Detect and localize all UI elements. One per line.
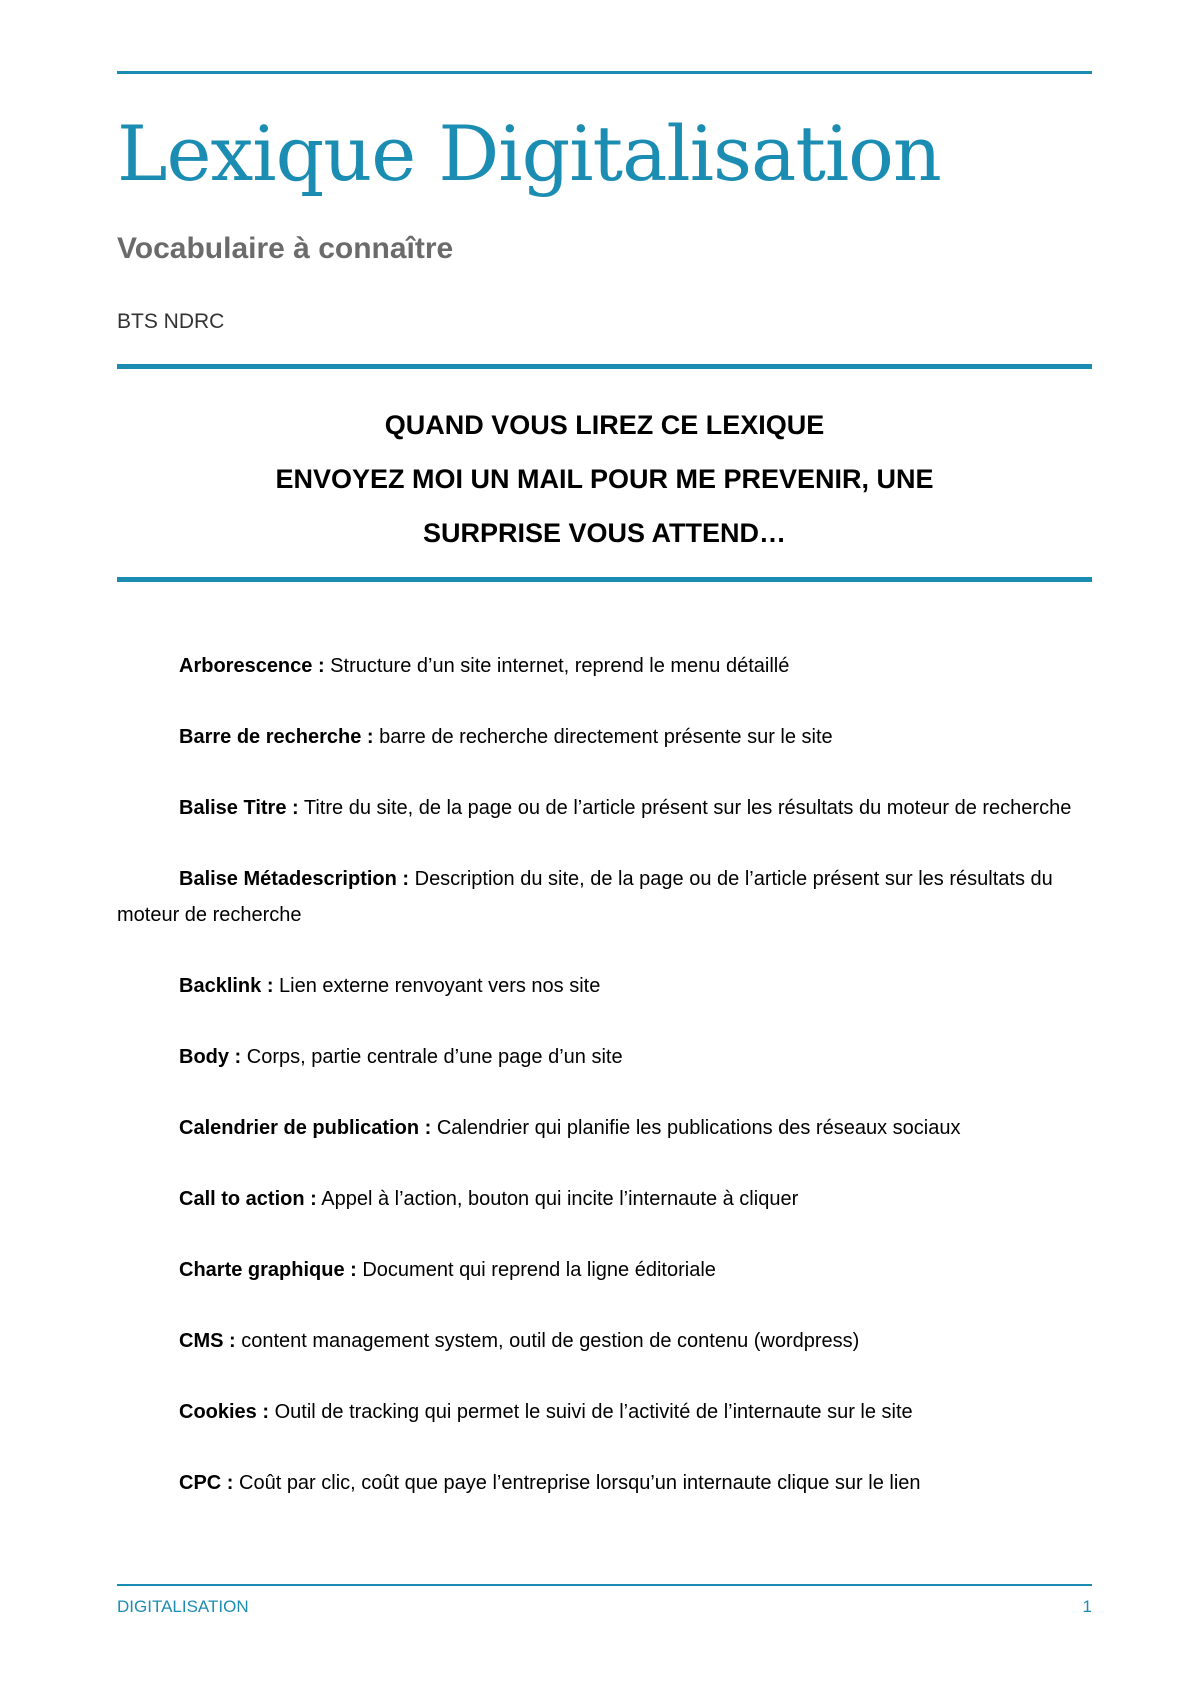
notice-line: QUAND VOUS LIREZ CE LEXIQUE [384,410,825,440]
glossary-entry [117,1323,1092,1359]
glossary-term: Body : [179,1046,242,1068]
header-divider [117,364,1092,369]
glossary-definition: Appel à l’action, bouton qui incite l’internaute à cliquer [316,1188,799,1210]
glossary-definition: Description du site, de la page ou de l’article présent sur les résultats du moteur de recherche [117,868,1053,926]
document-title: Lexique Digitalisation [117,109,941,198]
glossary-definition: Coût par clic, coût que paye l’entreprise lorsqu’un internaute clique sur le lien [233,1472,921,1494]
course-label: BTS NDRC [117,310,225,333]
glossary-entry [117,1394,1092,1430]
glossary-definition: Calendrier qui planifie les publications des réseaux sociaux [431,1117,961,1139]
glossary-term: Cookies : [179,1401,270,1423]
notice-divider [117,577,1092,582]
document-subtitle: Vocabulaire à connaître [117,232,454,265]
glossary-entry [117,790,1092,826]
page-number: 1 [1082,1597,1092,1616]
glossary-list [117,648,1092,1536]
glossary-entry [117,861,1092,933]
glossary-term: Calendrier de publication : [179,1117,432,1139]
footer-divider [117,1584,1092,1586]
glossary-definition: Titre du site, de la page ou de l’article présent sur les résultats du moteur de recherche [298,797,1072,819]
glossary-term: CPC : [179,1472,234,1494]
glossary-definition: Corps, partie centrale d’une page d’un site [241,1046,623,1068]
glossary-definition: Document qui reprend la ligne éditoriale [356,1259,716,1281]
glossary-term: Charte graphique : [179,1259,357,1281]
glossary-definition: Structure d’un site internet, reprend le menu détaillé [324,655,790,677]
glossary-entry [117,1110,1092,1146]
glossary-definition: Lien externe renvoyant vers nos site [273,975,601,997]
glossary-term: CMS : [179,1330,236,1352]
glossary-entry [117,968,1092,1004]
glossary-entry [117,1181,1092,1217]
glossary-entry [117,648,1092,684]
footer-label: DIGITALISATION [117,1597,249,1616]
notice-line: SURPRISE VOUS ATTEND… [422,518,787,548]
glossary-entry [117,719,1092,755]
glossary-term: Barre de recherche : [179,726,374,748]
top-divider [117,71,1092,74]
glossary-definition: content management system, outil de gestion de contenu (wordpress) [235,1330,860,1352]
notice-block [117,398,1092,560]
glossary-term: Balise Métadescription : [179,868,410,890]
notice-line: ENVOYEZ MOI UN MAIL POUR ME PREVENIR, UNE [275,464,934,494]
glossary-term: Call to action : [179,1188,317,1210]
glossary-entry [117,1252,1092,1288]
glossary-entry [117,1039,1092,1075]
glossary-term: Arborescence : [179,655,325,677]
glossary-definition: barre de recherche directement présente sur le site [373,726,833,748]
glossary-term: Backlink : [179,975,274,997]
glossary-entry [117,1465,1092,1501]
glossary-term: Balise Titre : [179,797,299,819]
glossary-definition: Outil de tracking qui permet le suivi de l’activité de l’internaute sur le site [269,1401,913,1423]
